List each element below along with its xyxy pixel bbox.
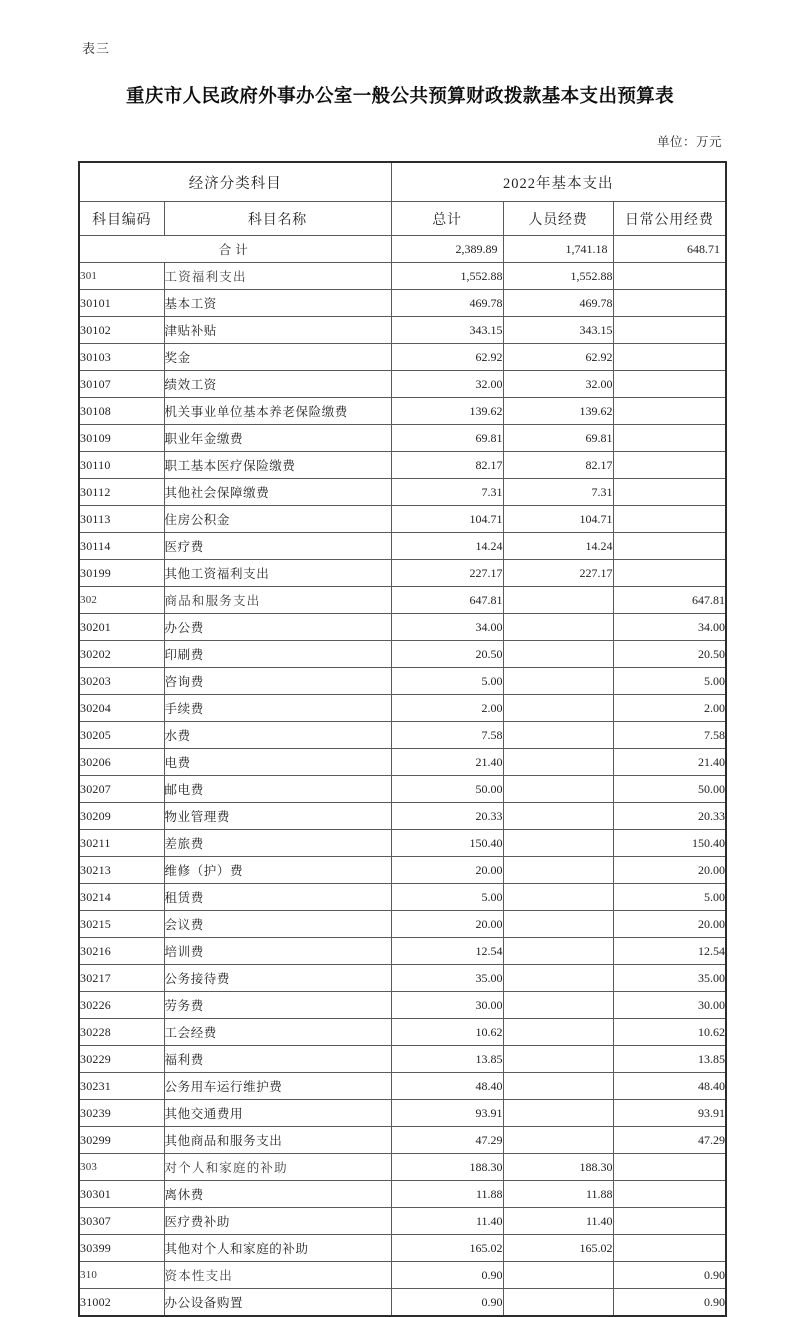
cell-code: 30239	[79, 1100, 164, 1127]
grand-total-daily: 648.71	[613, 236, 726, 263]
cell-name: 医疗费补助	[164, 1208, 391, 1235]
cell-daily	[613, 425, 726, 452]
cell-daily: 12.54	[613, 938, 726, 965]
cell-code: 30102	[79, 317, 164, 344]
cell-code: 30299	[79, 1127, 164, 1154]
cell-total: 10.62	[391, 1019, 503, 1046]
cell-code: 30103	[79, 344, 164, 371]
column-header-daily: 日常公用经费	[613, 202, 726, 236]
table-row	[79, 1181, 726, 1208]
cell-name: 医疗费	[164, 533, 391, 560]
table-header-column-row	[79, 202, 726, 236]
cell-daily	[613, 317, 726, 344]
sheet-label: 表三	[82, 41, 111, 56]
cell-total: 11.88	[391, 1181, 503, 1208]
cell-code: 30226	[79, 992, 164, 1019]
cell-total: 7.58	[391, 722, 503, 749]
cell-personnel	[503, 965, 613, 992]
cell-name: 其他商品和服务支出	[164, 1127, 391, 1154]
table-row	[79, 803, 726, 830]
cell-name: 咨询费	[164, 668, 391, 695]
cell-daily	[613, 560, 726, 587]
cell-total: 35.00	[391, 965, 503, 992]
table-row	[79, 371, 726, 398]
cell-daily	[613, 1208, 726, 1235]
cell-code: 30205	[79, 722, 164, 749]
grand-total-label: 合计	[79, 236, 391, 263]
cell-total: 104.71	[391, 506, 503, 533]
cell-name: 其他社会保障缴费	[164, 479, 391, 506]
cell-total: 0.90	[391, 1289, 503, 1317]
cell-name: 会议费	[164, 911, 391, 938]
table-header-group-row	[79, 162, 726, 202]
cell-personnel	[503, 641, 613, 668]
cell-daily	[613, 1235, 726, 1262]
table-row	[79, 560, 726, 587]
table-row	[79, 317, 726, 344]
column-header-total: 总计	[391, 202, 503, 236]
cell-daily: 10.62	[613, 1019, 726, 1046]
cell-daily: 20.50	[613, 641, 726, 668]
cell-name: 电费	[164, 749, 391, 776]
table-row	[79, 344, 726, 371]
cell-total: 188.30	[391, 1154, 503, 1181]
cell-daily	[613, 398, 726, 425]
cell-daily: 5.00	[613, 668, 726, 695]
cell-name: 津贴补贴	[164, 317, 391, 344]
cell-code: 30215	[79, 911, 164, 938]
cell-total: 469.78	[391, 290, 503, 317]
cell-code: 30112	[79, 479, 164, 506]
cell-personnel	[503, 857, 613, 884]
table-row	[79, 1127, 726, 1154]
cell-total: 11.40	[391, 1208, 503, 1235]
cell-name: 职业年金缴费	[164, 425, 391, 452]
cell-daily: 20.33	[613, 803, 726, 830]
grand-total-total: 2,389.89	[391, 236, 503, 263]
cell-total: 50.00	[391, 776, 503, 803]
cell-total: 20.00	[391, 857, 503, 884]
cell-daily	[613, 452, 726, 479]
cell-code: 30216	[79, 938, 164, 965]
cell-name: 职工基本医疗保险缴费	[164, 452, 391, 479]
cell-code: 30399	[79, 1235, 164, 1262]
cell-code: 30101	[79, 290, 164, 317]
table-row	[79, 1019, 726, 1046]
table-row	[79, 1100, 726, 1127]
cell-personnel	[503, 587, 613, 614]
cell-total: 1,552.88	[391, 263, 503, 290]
table-row	[79, 911, 726, 938]
cell-daily	[613, 506, 726, 533]
cell-personnel: 227.17	[503, 560, 613, 587]
cell-personnel: 11.40	[503, 1208, 613, 1235]
cell-code: 31002	[79, 1289, 164, 1317]
cell-name: 离休费	[164, 1181, 391, 1208]
cell-name: 其他工资福利支出	[164, 560, 391, 587]
cell-daily	[613, 344, 726, 371]
table-row	[79, 290, 726, 317]
cell-total: 5.00	[391, 668, 503, 695]
cell-code: 301	[79, 263, 164, 290]
header-group-basic-expenditure: 2022年基本支出	[391, 162, 726, 202]
cell-daily: 647.81	[613, 587, 726, 614]
cell-total: 82.17	[391, 452, 503, 479]
cell-name: 劳务费	[164, 992, 391, 1019]
table-row	[79, 776, 726, 803]
cell-personnel	[503, 884, 613, 911]
cell-code: 30108	[79, 398, 164, 425]
cell-name: 办公设备购置	[164, 1289, 391, 1317]
table-row	[79, 506, 726, 533]
cell-code: 30204	[79, 695, 164, 722]
table-row	[79, 641, 726, 668]
unit-note: 单位：万元	[656, 135, 722, 149]
cell-code: 30201	[79, 614, 164, 641]
cell-name: 对个人和家庭的补助	[164, 1154, 391, 1181]
cell-daily: 50.00	[613, 776, 726, 803]
cell-code: 303	[79, 1154, 164, 1181]
cell-personnel	[503, 695, 613, 722]
cell-total: 21.40	[391, 749, 503, 776]
cell-personnel	[503, 911, 613, 938]
cell-daily	[613, 479, 726, 506]
cell-personnel	[503, 722, 613, 749]
cell-personnel: 14.24	[503, 533, 613, 560]
cell-total: 93.91	[391, 1100, 503, 1127]
cell-daily: 0.90	[613, 1289, 726, 1317]
cell-code: 30231	[79, 1073, 164, 1100]
cell-code: 302	[79, 587, 164, 614]
cell-name: 工会经费	[164, 1019, 391, 1046]
cell-name: 水费	[164, 722, 391, 749]
cell-total: 20.33	[391, 803, 503, 830]
cell-name: 绩效工资	[164, 371, 391, 398]
cell-name: 物业管理费	[164, 803, 391, 830]
table-row	[79, 1235, 726, 1262]
cell-personnel	[503, 1262, 613, 1289]
cell-total: 2.00	[391, 695, 503, 722]
cell-name: 维修（护）费	[164, 857, 391, 884]
cell-daily: 21.40	[613, 749, 726, 776]
cell-personnel: 11.88	[503, 1181, 613, 1208]
cell-code: 30214	[79, 884, 164, 911]
table-row	[79, 452, 726, 479]
cell-daily	[613, 371, 726, 398]
column-header-code: 科目编码	[79, 202, 164, 236]
cell-name: 印刷费	[164, 641, 391, 668]
cell-daily: 20.00	[613, 911, 726, 938]
cell-total: 139.62	[391, 398, 503, 425]
cell-total: 13.85	[391, 1046, 503, 1073]
cell-personnel: 104.71	[503, 506, 613, 533]
table-row	[79, 695, 726, 722]
table-row	[79, 533, 726, 560]
table-row	[79, 1073, 726, 1100]
cell-code: 30107	[79, 371, 164, 398]
page-title: 重庆市人民政府外事办公室一般公共预算财政拨款基本支出预算表	[125, 87, 675, 107]
cell-code: 310	[79, 1262, 164, 1289]
cell-daily: 13.85	[613, 1046, 726, 1073]
cell-personnel	[503, 1046, 613, 1073]
cell-code: 30110	[79, 452, 164, 479]
cell-daily: 2.00	[613, 695, 726, 722]
table-row	[79, 722, 726, 749]
table-row	[79, 992, 726, 1019]
table-row	[79, 749, 726, 776]
cell-personnel: 188.30	[503, 1154, 613, 1181]
header-group-economic-category: 经济分类科目	[79, 162, 391, 202]
cell-code: 30301	[79, 1181, 164, 1208]
cell-personnel	[503, 1127, 613, 1154]
cell-personnel: 343.15	[503, 317, 613, 344]
table-row	[79, 614, 726, 641]
cell-personnel: 69.81	[503, 425, 613, 452]
cell-name: 邮电费	[164, 776, 391, 803]
cell-total: 20.50	[391, 641, 503, 668]
cell-daily	[613, 263, 726, 290]
table-row	[79, 1262, 726, 1289]
cell-total: 34.00	[391, 614, 503, 641]
cell-name: 办公费	[164, 614, 391, 641]
cell-code: 30113	[79, 506, 164, 533]
table-row	[79, 668, 726, 695]
cell-personnel: 7.31	[503, 479, 613, 506]
cell-name: 工资福利支出	[164, 263, 391, 290]
cell-daily	[613, 290, 726, 317]
cell-personnel	[503, 1073, 613, 1100]
table-row	[79, 965, 726, 992]
grand-total-row	[79, 236, 726, 263]
cell-name: 奖金	[164, 344, 391, 371]
cell-total: 32.00	[391, 371, 503, 398]
cell-personnel	[503, 1100, 613, 1127]
cell-daily: 0.90	[613, 1262, 726, 1289]
cell-personnel	[503, 776, 613, 803]
cell-total: 20.00	[391, 911, 503, 938]
cell-personnel	[503, 614, 613, 641]
cell-total: 7.31	[391, 479, 503, 506]
cell-name: 公务接待费	[164, 965, 391, 992]
cell-code: 30114	[79, 533, 164, 560]
cell-name: 其他对个人和家庭的补助	[164, 1235, 391, 1262]
cell-daily: 48.40	[613, 1073, 726, 1100]
grand-total-personnel: 1,741.18	[503, 236, 613, 263]
cell-daily: 150.40	[613, 830, 726, 857]
cell-total: 69.81	[391, 425, 503, 452]
cell-personnel: 1,552.88	[503, 263, 613, 290]
table-row	[79, 425, 726, 452]
budget-table-container	[78, 161, 725, 1317]
cell-name: 住房公积金	[164, 506, 391, 533]
cell-daily: 7.58	[613, 722, 726, 749]
column-header-personnel: 人员经费	[503, 202, 613, 236]
cell-code: 30109	[79, 425, 164, 452]
cell-name: 培训费	[164, 938, 391, 965]
cell-daily: 20.00	[613, 857, 726, 884]
table-row	[79, 1046, 726, 1073]
cell-total: 227.17	[391, 560, 503, 587]
cell-code: 30206	[79, 749, 164, 776]
cell-code: 30228	[79, 1019, 164, 1046]
cell-name: 商品和服务支出	[164, 587, 391, 614]
cell-code: 30207	[79, 776, 164, 803]
cell-personnel	[503, 803, 613, 830]
cell-daily: 47.29	[613, 1127, 726, 1154]
cell-total: 5.00	[391, 884, 503, 911]
cell-code: 30202	[79, 641, 164, 668]
cell-total: 150.40	[391, 830, 503, 857]
table-row	[79, 479, 726, 506]
cell-personnel: 139.62	[503, 398, 613, 425]
cell-name: 租赁费	[164, 884, 391, 911]
cell-daily	[613, 533, 726, 560]
cell-daily: 30.00	[613, 992, 726, 1019]
cell-personnel: 62.92	[503, 344, 613, 371]
cell-code: 30211	[79, 830, 164, 857]
cell-name: 差旅费	[164, 830, 391, 857]
cell-name: 基本工资	[164, 290, 391, 317]
cell-personnel	[503, 992, 613, 1019]
table-row	[79, 884, 726, 911]
cell-personnel	[503, 830, 613, 857]
cell-daily: 93.91	[613, 1100, 726, 1127]
cell-total: 48.40	[391, 1073, 503, 1100]
cell-total: 647.81	[391, 587, 503, 614]
table-row	[79, 1289, 726, 1317]
cell-daily: 5.00	[613, 884, 726, 911]
cell-total: 165.02	[391, 1235, 503, 1262]
cell-name: 手续费	[164, 695, 391, 722]
table-row	[79, 1154, 726, 1181]
cell-personnel	[503, 668, 613, 695]
table-head	[79, 162, 726, 236]
cell-code: 30307	[79, 1208, 164, 1235]
cell-code: 30217	[79, 965, 164, 992]
cell-code: 30203	[79, 668, 164, 695]
cell-total: 14.24	[391, 533, 503, 560]
cell-total: 30.00	[391, 992, 503, 1019]
cell-name: 公务用车运行维护费	[164, 1073, 391, 1100]
cell-code: 30199	[79, 560, 164, 587]
table-row	[79, 830, 726, 857]
cell-total: 62.92	[391, 344, 503, 371]
cell-name: 资本性支出	[164, 1262, 391, 1289]
table-row	[79, 587, 726, 614]
table-row	[79, 938, 726, 965]
cell-name: 其他交通费用	[164, 1100, 391, 1127]
cell-daily: 35.00	[613, 965, 726, 992]
cell-personnel: 82.17	[503, 452, 613, 479]
table-body	[79, 236, 726, 1317]
cell-code: 30213	[79, 857, 164, 884]
cell-personnel: 469.78	[503, 290, 613, 317]
cell-daily	[613, 1181, 726, 1208]
cell-personnel	[503, 749, 613, 776]
cell-personnel: 165.02	[503, 1235, 613, 1262]
cell-personnel	[503, 938, 613, 965]
cell-code: 30229	[79, 1046, 164, 1073]
cell-personnel: 32.00	[503, 371, 613, 398]
cell-name: 机关事业单位基本养老保险缴费	[164, 398, 391, 425]
cell-daily: 34.00	[613, 614, 726, 641]
table-row	[79, 398, 726, 425]
cell-code: 30209	[79, 803, 164, 830]
cell-total: 343.15	[391, 317, 503, 344]
cell-total: 12.54	[391, 938, 503, 965]
cell-name: 福利费	[164, 1046, 391, 1073]
table-row	[79, 857, 726, 884]
cell-total: 0.90	[391, 1262, 503, 1289]
cell-total: 47.29	[391, 1127, 503, 1154]
cell-daily	[613, 1154, 726, 1181]
budget-table	[78, 161, 727, 1317]
cell-personnel	[503, 1019, 613, 1046]
table-row	[79, 263, 726, 290]
cell-personnel	[503, 1289, 613, 1317]
column-header-name: 科目名称	[164, 202, 391, 236]
table-row	[79, 1208, 726, 1235]
